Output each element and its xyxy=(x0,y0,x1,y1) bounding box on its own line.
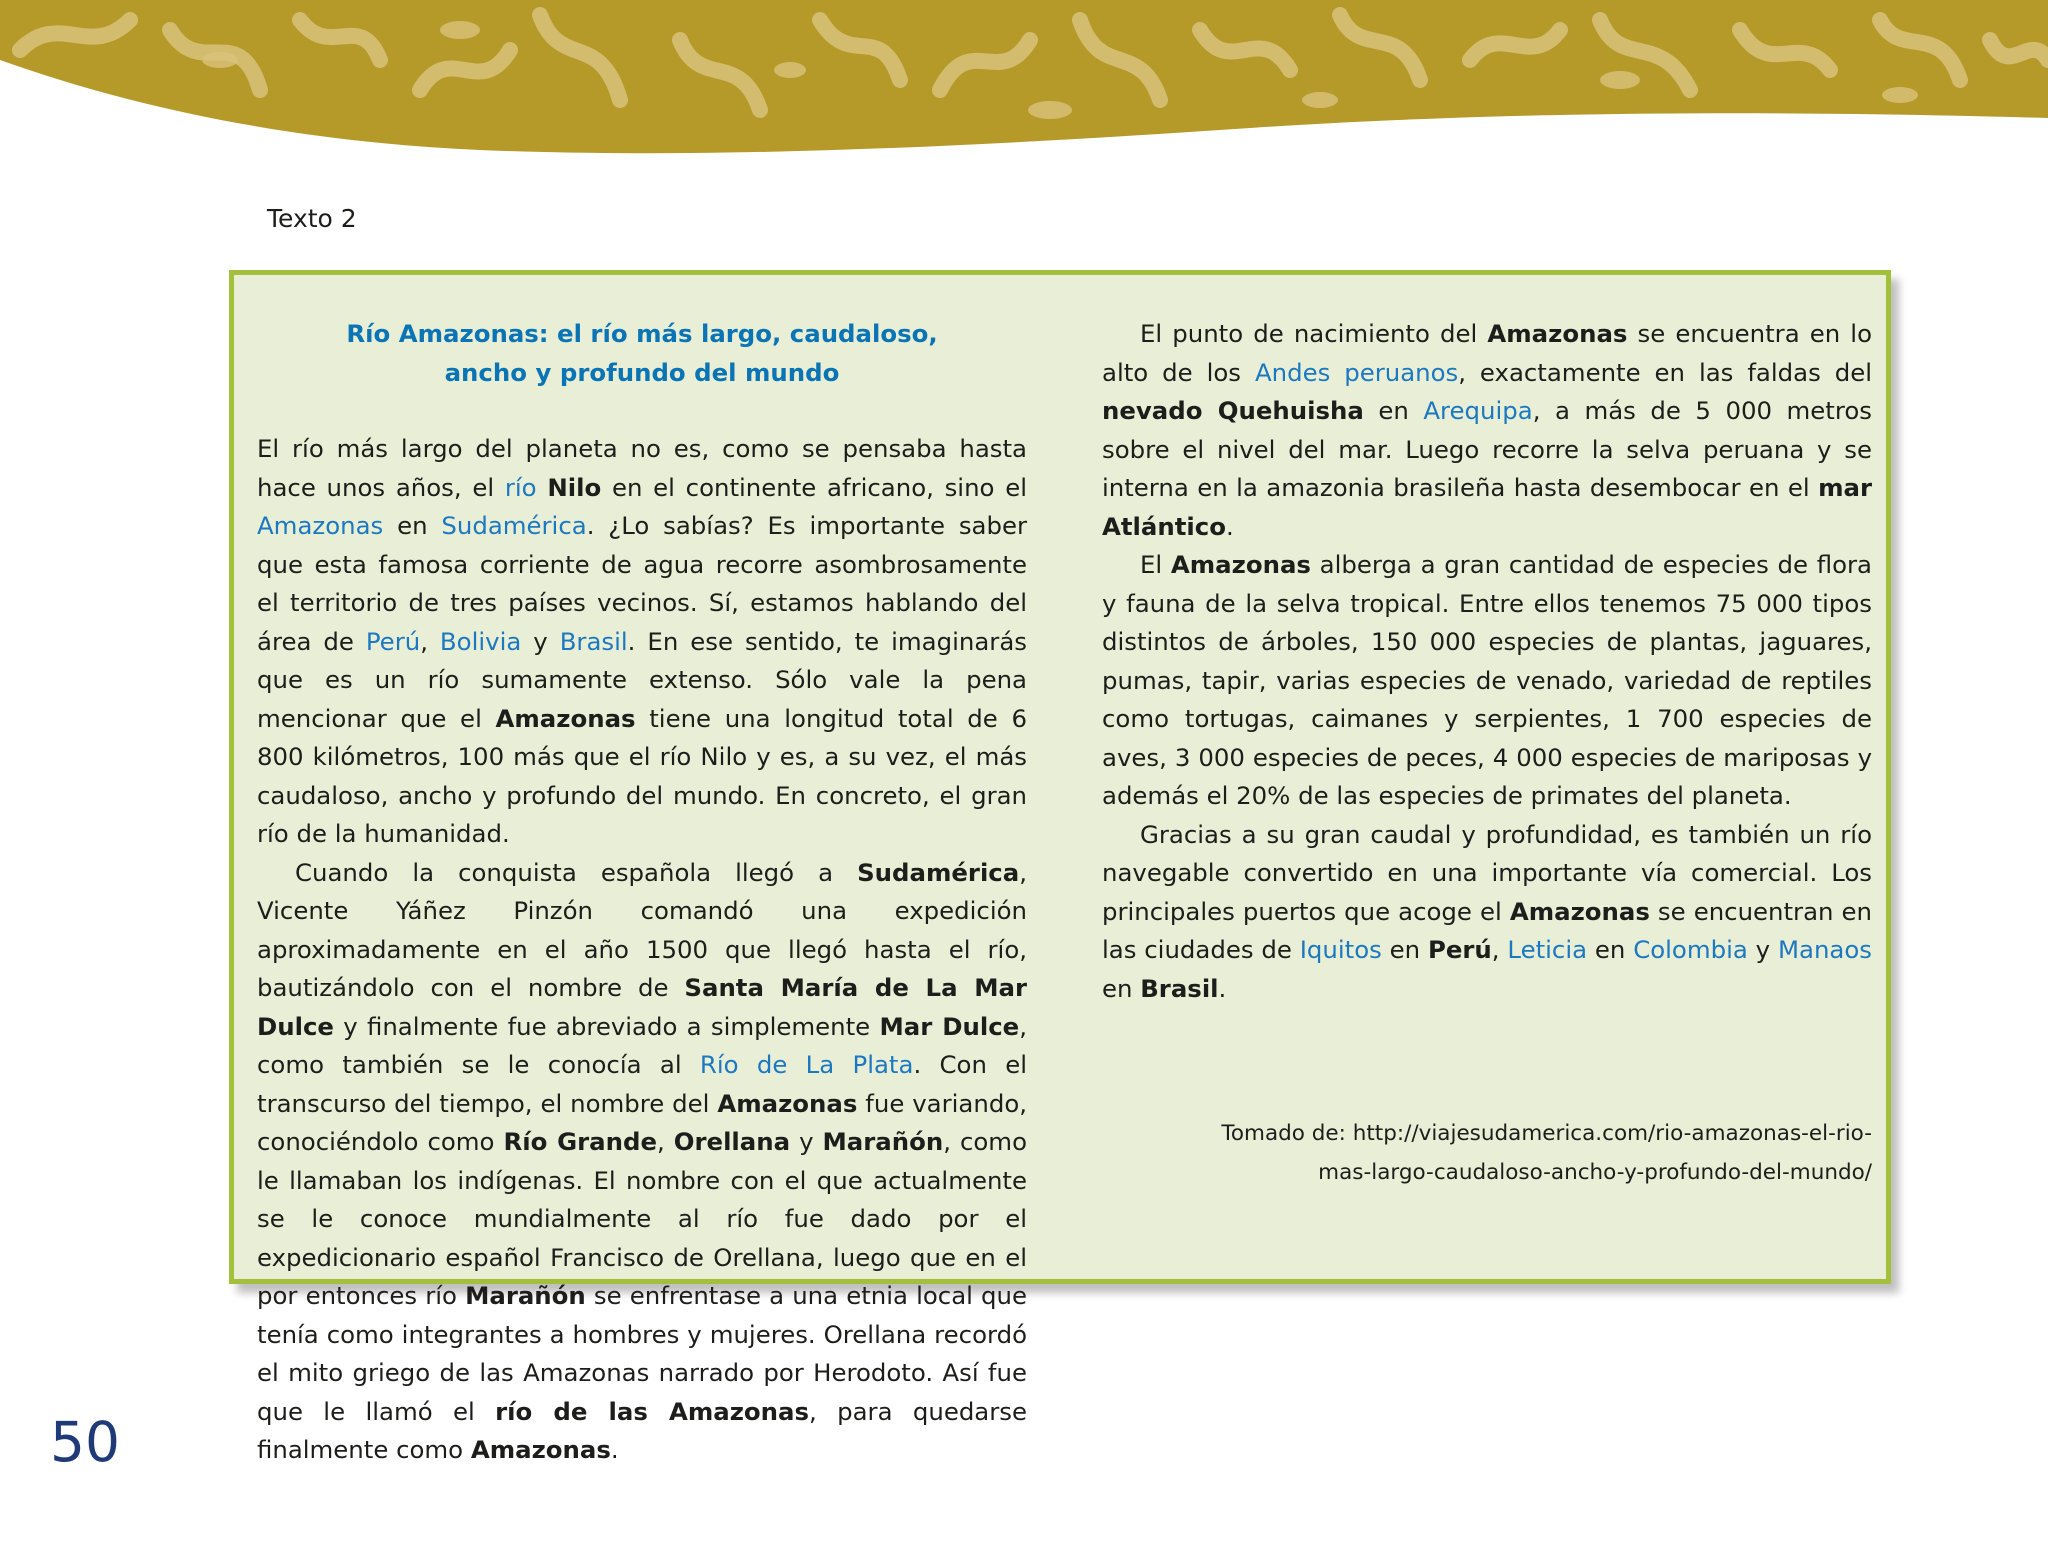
text-run: en xyxy=(1587,935,1634,964)
text-run: . Con el transcurso del tiempo, el nombre del xyxy=(257,1050,1027,1118)
bold-brasil: Brasil xyxy=(1140,973,1219,1003)
text-run: en el continente africano, sino el xyxy=(601,472,1027,502)
bold-peru: Perú xyxy=(1427,935,1492,964)
paragraph-2 xyxy=(257,854,1027,1470)
text-run: El xyxy=(1140,550,1171,579)
link-sudamerica[interactable]: Sudamérica xyxy=(441,511,587,540)
bold-santa-maria: Santa María de La Mar Dulce xyxy=(257,973,1027,1041)
bold-rio-de-las-amazonas: río de las Amazonas xyxy=(495,1396,809,1426)
text-run: , xyxy=(657,1127,674,1156)
bold-rio-grande: Río Grande xyxy=(503,1127,657,1156)
article-column-left xyxy=(257,315,1027,1470)
bold-nilo: Nilo xyxy=(547,472,602,502)
source-url-line-2: mas-largo-caudaloso-ancho-y-profundo-del-mundo/ xyxy=(1318,1159,1872,1185)
link-andes-peruanos[interactable]: Andes peruanos xyxy=(1254,357,1459,387)
text-run: en xyxy=(383,511,442,540)
link-arequipa[interactable]: Arequipa xyxy=(1423,396,1533,425)
text-run: , xyxy=(420,626,440,656)
text-section-label: Texto 2 xyxy=(267,204,357,233)
text-run: Gracias a su gran caudal y profundidad, es también un río navegable convertido en una importante vía comercial. Los principales puertos que acoge el xyxy=(1102,819,1872,926)
source-citation xyxy=(1102,1115,1872,1192)
bold-amazonas: Amazonas xyxy=(1487,319,1628,348)
paragraph-1 xyxy=(257,430,1027,854)
link-iquitos[interactable]: Iquitos xyxy=(1299,935,1382,964)
paragraph-5 xyxy=(1102,816,1872,1009)
paragraph-4 xyxy=(1102,546,1872,816)
bold-orellana: Orellana xyxy=(673,1127,791,1156)
text-run: , exactamente en las faldas del xyxy=(1458,357,1872,387)
text-run: en xyxy=(1363,396,1424,425)
text-run: , como le llamaban los indígenas. El nombre con el que actualmente se le conoce mundialmente al río fue dado por el expedicionario español Francisco de Orellana, luego que en el por entonces río xyxy=(257,1127,1027,1310)
text-run: . xyxy=(1225,511,1234,541)
bold-amazonas: Amazonas xyxy=(717,1088,858,1118)
link-rio-de-la-plata[interactable]: Río de La Plata xyxy=(699,1050,914,1079)
page-number: 50 xyxy=(50,1410,120,1474)
link-bolivia[interactable]: Bolivia xyxy=(439,626,522,656)
text-run: El punto de nacimiento del xyxy=(1140,319,1488,348)
link-colombia[interactable]: Colombia xyxy=(1633,935,1748,964)
text-run: se encuentran en las ciudades de xyxy=(1102,896,1873,964)
text-run: se enfrentase a una etnia local que tenía como integrantes a hombres y mujeres. Orellana recordó el mito griego de las Amazonas narrado por Herodoto. Así fue que le llamó el xyxy=(257,1281,1027,1426)
text-run: alberga a gran cantidad de especies de flora y fauna de la selva tropical. Entre ellos tenemos 75 000 tipos distintos de árboles, 150 000 especies de plantas, jaguares, pumas, tapir, varias especies de venado, variedad de reptiles como tortugas, caimanes y serpientes, 1 700 especies de aves, 3 000 especies de peces, 4 000 especies de mariposas y además el 20% de las especies de primates del planeta. xyxy=(1102,550,1872,810)
link-amazonas[interactable]: Amazonas xyxy=(257,511,384,540)
text-run: El río más largo del planeta no es, como se pensaba hasta hace unos años, el xyxy=(257,434,1027,502)
text-run: se encuentra en lo alto de los xyxy=(1102,319,1873,387)
text-run: , para quedarse finalmente como xyxy=(257,1396,1027,1464)
decorative-header-banner xyxy=(0,0,2048,180)
text-run: , como también se le conocía al xyxy=(257,1011,1027,1079)
text-run: . ¿Lo sabías? Es importante saber que esta famosa corriente de agua recorre asombrosamente el territorio de tres países vecinos. Sí, estamos hablando del área de xyxy=(257,511,1027,656)
bold-maranon: Marañón xyxy=(822,1127,944,1156)
article-title-line-1: Río Amazonas: el río más largo, caudaloso, xyxy=(346,319,938,348)
link-peru[interactable]: Perú xyxy=(365,626,421,656)
text-run: tiene una longitud total de 6 800 kilómetros, 100 más que el río Nilo y es, a su vez, el más caudaloso, ancho y profundo del mundo. En concreto, el gran río de la humanidad. xyxy=(257,703,1027,848)
bold-nevado-quehuisha: nevado Quehuisha xyxy=(1102,396,1364,425)
text-run: . xyxy=(1218,973,1227,1003)
bold-mar-atlantico: mar Atlántico xyxy=(1102,473,1872,541)
text-run: , Vicente Yáñez Pinzón comandó una expedición aproximadamente en el año 1500 que llegó hasta el río, bautizándolo con el nombre de xyxy=(257,857,1027,1002)
text-run: Cuando la conquista española llegó a xyxy=(295,857,858,887)
bold-sudamerica: Sudamérica xyxy=(857,857,1020,887)
text-run: y finalmente fue abreviado a simplemente xyxy=(333,1011,880,1041)
text-run: . xyxy=(610,1435,619,1464)
bold-amazonas: Amazonas xyxy=(495,703,636,733)
text-run: , xyxy=(1491,935,1508,964)
text-run: en xyxy=(1102,973,1141,1003)
bold-maranon: Marañón xyxy=(465,1281,586,1310)
link-manaos[interactable]: Manaos xyxy=(1777,935,1872,964)
link-rio[interactable]: río xyxy=(504,472,537,502)
text-run: . En ese sentido, te imaginarás que es un río sumamente extenso. Sólo vale la pena mencionar que el xyxy=(257,626,1027,733)
article-title xyxy=(257,315,1027,392)
text-run: en xyxy=(1381,935,1428,964)
article-box xyxy=(229,270,1891,1464)
text-run: fue variando, conociéndolo como xyxy=(257,1088,1027,1156)
article-title-line-2: ancho y profundo del mundo xyxy=(444,357,840,387)
text-run: y xyxy=(790,1127,823,1156)
source-url-line-1: Tomado de: http://viajesudamerica.com/rio-amazonas-el-rio- xyxy=(1221,1121,1872,1146)
bold-mar-dulce: Mar Dulce xyxy=(879,1011,1020,1041)
bold-amazonas: Amazonas xyxy=(470,1435,611,1464)
text-run: , a más de 5 000 metros sobre el nivel del mar. Luego recorre la selva peruana y se interna en la amazonia brasileña hasta desembocar en el xyxy=(1102,396,1872,502)
article-column-right xyxy=(1102,315,1872,1192)
text-run: y xyxy=(521,626,560,656)
link-leticia[interactable]: Leticia xyxy=(1507,935,1588,964)
link-brasil[interactable]: Brasil xyxy=(559,626,628,656)
text-run: y xyxy=(1747,935,1778,964)
text-run xyxy=(537,473,548,502)
bold-amazonas: Amazonas xyxy=(1170,550,1311,579)
bold-amazonas: Amazonas xyxy=(1509,896,1650,926)
paragraph-3 xyxy=(1102,315,1872,546)
